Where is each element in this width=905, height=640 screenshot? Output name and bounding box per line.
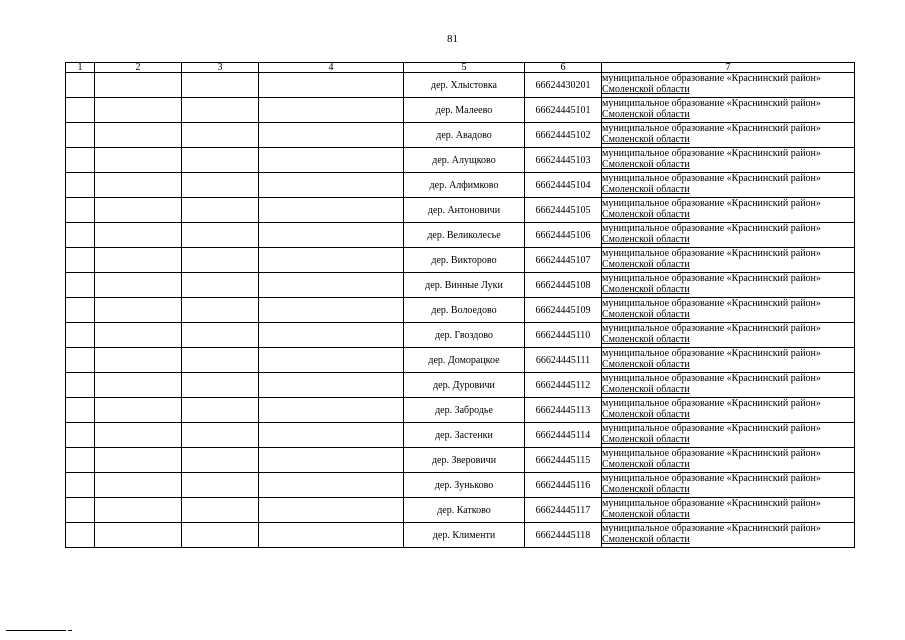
column-header-1: 1	[66, 63, 95, 73]
municipality-cell	[602, 298, 855, 323]
empty-cell-col4	[259, 123, 404, 148]
municipality-cell	[602, 223, 855, 248]
table-row	[66, 398, 855, 423]
settlement-name-cell: дер. Авадово	[404, 123, 525, 148]
region-name: Смоленской области	[602, 109, 690, 120]
empty-cell-col1	[66, 473, 95, 498]
empty-cell-col3	[182, 448, 259, 473]
empty-cell-col3	[182, 273, 259, 298]
oktmo-code-cell: 66624445102	[525, 123, 602, 148]
empty-cell-col2	[95, 173, 182, 198]
oktmo-code-cell: 66624430201	[525, 73, 602, 98]
table-row	[66, 198, 855, 223]
municipality-name: муниципальное образование «Краснинский район»	[602, 373, 821, 384]
municipality-cell	[602, 323, 855, 348]
municipality-cell	[602, 348, 855, 373]
table-row	[66, 423, 855, 448]
settlement-name-cell: дер. Антоновичи	[404, 198, 525, 223]
municipality-name: муниципальное образование «Краснинский район»	[602, 423, 821, 434]
municipality-name: муниципальное образование «Краснинский район»	[602, 298, 821, 309]
table-row	[66, 373, 855, 398]
region-name: Смоленской области	[602, 534, 690, 545]
settlement-name-cell: дер. Алфимково	[404, 173, 525, 198]
table-body	[66, 73, 855, 548]
municipality-name: муниципальное образование «Краснинский район»	[602, 123, 821, 134]
table-row	[66, 223, 855, 248]
empty-cell-col2	[95, 98, 182, 123]
empty-cell-col3	[182, 123, 259, 148]
empty-cell-col4	[259, 273, 404, 298]
settlements-table	[65, 62, 855, 548]
oktmo-code-cell: 66624445101	[525, 98, 602, 123]
region-name: Смоленской области	[602, 259, 690, 270]
empty-cell-col1	[66, 198, 95, 223]
table-row	[66, 273, 855, 298]
municipality-name: муниципальное образование «Краснинский район»	[602, 73, 821, 84]
empty-cell-col4	[259, 373, 404, 398]
column-header-3: 3	[182, 63, 259, 73]
municipality-name: муниципальное образование «Краснинский район»	[602, 273, 821, 284]
settlement-name-cell: дер. Катково	[404, 498, 525, 523]
empty-cell-col1	[66, 323, 95, 348]
empty-cell-col4	[259, 398, 404, 423]
oktmo-code-cell: 66624445118	[525, 523, 602, 548]
empty-cell-col1	[66, 273, 95, 298]
region-name: Смоленской области	[602, 459, 690, 470]
empty-cell-col2	[95, 373, 182, 398]
municipality-cell	[602, 498, 855, 523]
empty-cell-col4	[259, 348, 404, 373]
region-name: Смоленской области	[602, 84, 690, 95]
empty-cell-col1	[66, 398, 95, 423]
oktmo-code-cell: 66624445110	[525, 323, 602, 348]
empty-cell-col4	[259, 473, 404, 498]
header-row	[66, 63, 855, 73]
column-header-6: 6	[525, 63, 602, 73]
empty-cell-col4	[259, 198, 404, 223]
empty-cell-col4	[259, 173, 404, 198]
municipality-name: муниципальное образование «Краснинский район»	[602, 448, 821, 459]
table-row	[66, 523, 855, 548]
empty-cell-col2	[95, 498, 182, 523]
region-name: Смоленской области	[602, 509, 690, 520]
empty-cell-col2	[95, 448, 182, 473]
empty-cell-col3	[182, 298, 259, 323]
oktmo-code-cell: 66624445108	[525, 273, 602, 298]
municipality-name: муниципальное образование «Краснинский район»	[602, 98, 821, 109]
table-row	[66, 148, 855, 173]
empty-cell-col3	[182, 98, 259, 123]
region-name: Смоленской области	[602, 234, 690, 245]
empty-cell-col3	[182, 473, 259, 498]
table-row	[66, 173, 855, 198]
empty-cell-col2	[95, 423, 182, 448]
municipality-name: муниципальное образование «Краснинский район»	[602, 473, 821, 484]
settlement-name-cell: дер. Винные Луки	[404, 273, 525, 298]
empty-cell-col2	[95, 398, 182, 423]
empty-cell-col3	[182, 398, 259, 423]
empty-cell-col1	[66, 73, 95, 98]
settlement-name-cell: дер. Клименти	[404, 523, 525, 548]
municipality-cell	[602, 398, 855, 423]
region-name: Смоленской области	[602, 384, 690, 395]
empty-cell-col3	[182, 348, 259, 373]
region-name: Смоленской области	[602, 159, 690, 170]
municipality-name: муниципальное образование «Краснинский район»	[602, 498, 821, 509]
oktmo-code-cell: 66624445111	[525, 348, 602, 373]
empty-cell-col2	[95, 198, 182, 223]
empty-cell-col3	[182, 73, 259, 98]
region-name: Смоленской области	[602, 409, 690, 420]
oktmo-code-cell: 66624445113	[525, 398, 602, 423]
oktmo-code-cell: 66624445117	[525, 498, 602, 523]
oktmo-code-cell: 66624445107	[525, 248, 602, 273]
settlement-name-cell: дер. Волоедово	[404, 298, 525, 323]
municipality-name: муниципальное образование «Краснинский район»	[602, 148, 821, 159]
empty-cell-col3	[182, 523, 259, 548]
settlement-name-cell: дер. Малеево	[404, 98, 525, 123]
empty-cell-col2	[95, 273, 182, 298]
empty-cell-col2	[95, 348, 182, 373]
settlement-name-cell: дер. Забродье	[404, 398, 525, 423]
region-name: Смоленской области	[602, 184, 690, 195]
table-row	[66, 473, 855, 498]
settlement-name-cell: дер. Хлыстовка	[404, 73, 525, 98]
table-row	[66, 98, 855, 123]
empty-cell-col3	[182, 248, 259, 273]
empty-cell-col3	[182, 223, 259, 248]
empty-cell-col2	[95, 473, 182, 498]
municipality-name: муниципальное образование «Краснинский район»	[602, 323, 821, 334]
settlement-name-cell: дер. Великолесье	[404, 223, 525, 248]
oktmo-code-cell: 66624445103	[525, 148, 602, 173]
empty-cell-col2	[95, 523, 182, 548]
empty-cell-col1	[66, 448, 95, 473]
empty-cell-col4	[259, 73, 404, 98]
scan-artifact-line	[6, 630, 66, 631]
empty-cell-col4	[259, 298, 404, 323]
municipality-cell	[602, 448, 855, 473]
municipality-cell	[602, 273, 855, 298]
empty-cell-col4	[259, 423, 404, 448]
municipality-cell	[602, 123, 855, 148]
settlement-name-cell: дер. Застенки	[404, 423, 525, 448]
column-header-7: 7	[602, 63, 855, 73]
table-row	[66, 298, 855, 323]
page-number: 81	[447, 33, 458, 45]
municipality-name: муниципальное образование «Краснинский район»	[602, 223, 821, 234]
empty-cell-col1	[66, 298, 95, 323]
column-header-4: 4	[259, 63, 404, 73]
empty-cell-col1	[66, 148, 95, 173]
empty-cell-col4	[259, 448, 404, 473]
municipality-name: муниципальное образование «Краснинский район»	[602, 398, 821, 409]
empty-cell-col2	[95, 248, 182, 273]
empty-cell-col1	[66, 223, 95, 248]
empty-cell-col1	[66, 498, 95, 523]
scan-artifact-dash	[68, 630, 72, 631]
region-name: Смоленской области	[602, 209, 690, 220]
empty-cell-col4	[259, 523, 404, 548]
table-row	[66, 448, 855, 473]
empty-cell-col4	[259, 148, 404, 173]
empty-cell-col3	[182, 148, 259, 173]
settlement-name-cell: дер. Викторово	[404, 248, 525, 273]
empty-cell-col2	[95, 223, 182, 248]
empty-cell-col4	[259, 248, 404, 273]
oktmo-code-cell: 66624445115	[525, 448, 602, 473]
region-name: Смоленской области	[602, 359, 690, 370]
empty-cell-col1	[66, 248, 95, 273]
region-name: Смоленской области	[602, 484, 690, 495]
municipality-cell	[602, 73, 855, 98]
oktmo-code-cell: 66624445112	[525, 373, 602, 398]
settlement-name-cell: дер. Зверовичи	[404, 448, 525, 473]
municipality-name: муниципальное образование «Краснинский район»	[602, 198, 821, 209]
oktmo-code-cell: 66624445104	[525, 173, 602, 198]
column-header-2: 2	[95, 63, 182, 73]
table-row	[66, 73, 855, 98]
empty-cell-col3	[182, 498, 259, 523]
oktmo-code-cell: 66624445109	[525, 298, 602, 323]
empty-cell-col4	[259, 323, 404, 348]
column-header-5: 5	[404, 63, 525, 73]
settlement-name-cell: дер. Доморацкое	[404, 348, 525, 373]
municipality-cell	[602, 98, 855, 123]
municipality-cell	[602, 148, 855, 173]
empty-cell-col1	[66, 373, 95, 398]
municipality-cell	[602, 248, 855, 273]
empty-cell-col3	[182, 373, 259, 398]
municipality-name: муниципальное образование «Краснинский район»	[602, 173, 821, 184]
municipality-cell	[602, 523, 855, 548]
region-name: Смоленской области	[602, 309, 690, 320]
empty-cell-col1	[66, 348, 95, 373]
settlement-name-cell: дер. Алущково	[404, 148, 525, 173]
empty-cell-col2	[95, 123, 182, 148]
oktmo-code-cell: 66624445116	[525, 473, 602, 498]
region-name: Смоленской области	[602, 284, 690, 295]
settlement-name-cell: дер. Дуровичи	[404, 373, 525, 398]
oktmo-code-cell: 66624445114	[525, 423, 602, 448]
empty-cell-col2	[95, 73, 182, 98]
empty-cell-col3	[182, 323, 259, 348]
empty-cell-col4	[259, 498, 404, 523]
oktmo-code-cell: 66624445105	[525, 198, 602, 223]
municipality-cell	[602, 373, 855, 398]
municipality-name: муниципальное образование «Краснинский район»	[602, 248, 821, 259]
municipality-cell	[602, 473, 855, 498]
empty-cell-col2	[95, 323, 182, 348]
region-name: Смоленской области	[602, 434, 690, 445]
empty-cell-col4	[259, 98, 404, 123]
empty-cell-col2	[95, 298, 182, 323]
empty-cell-col1	[66, 123, 95, 148]
empty-cell-col3	[182, 173, 259, 198]
table-row	[66, 348, 855, 373]
municipality-name: муниципальное образование «Краснинский район»	[602, 348, 821, 359]
municipality-name: муниципальное образование «Краснинский район»	[602, 523, 821, 534]
empty-cell-col4	[259, 223, 404, 248]
table-row	[66, 323, 855, 348]
table-row	[66, 123, 855, 148]
table-row	[66, 498, 855, 523]
empty-cell-col1	[66, 523, 95, 548]
municipality-cell	[602, 173, 855, 198]
empty-cell-col3	[182, 198, 259, 223]
region-name: Смоленской области	[602, 134, 690, 145]
municipality-cell	[602, 423, 855, 448]
empty-cell-col1	[66, 423, 95, 448]
settlement-name-cell: дер. Гвоздово	[404, 323, 525, 348]
empty-cell-col1	[66, 173, 95, 198]
empty-cell-col2	[95, 148, 182, 173]
empty-cell-col3	[182, 423, 259, 448]
table-row	[66, 248, 855, 273]
oktmo-code-cell: 66624445106	[525, 223, 602, 248]
municipality-cell	[602, 198, 855, 223]
settlement-name-cell: дер. Зуньково	[404, 473, 525, 498]
empty-cell-col1	[66, 98, 95, 123]
region-name: Смоленской области	[602, 334, 690, 345]
